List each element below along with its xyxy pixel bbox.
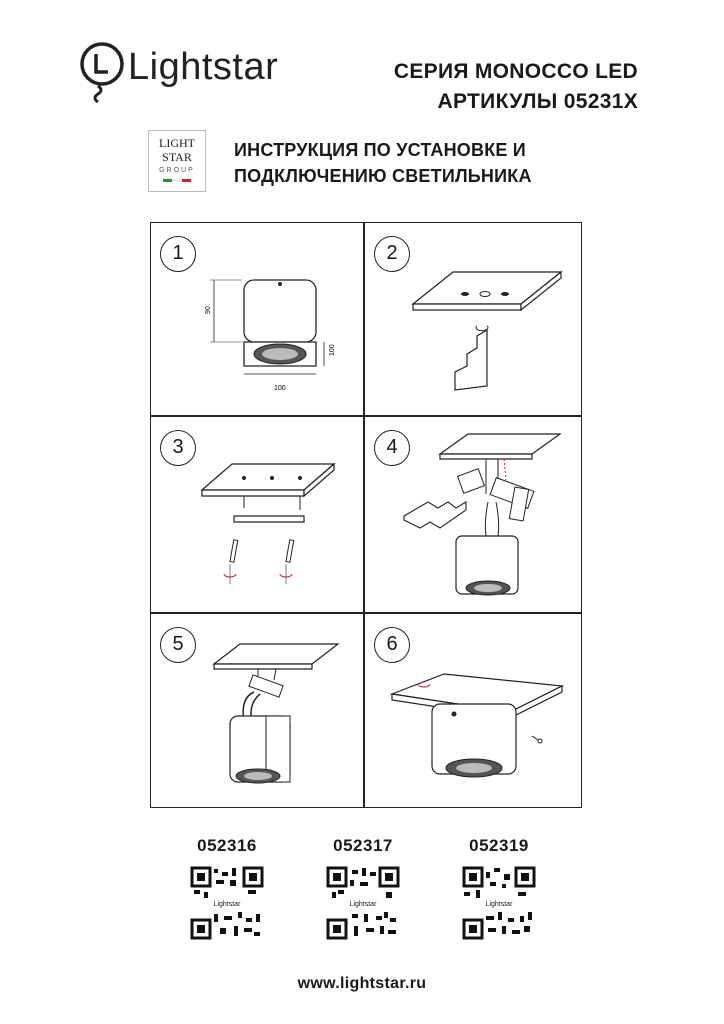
qr-caption: Lightstar (485, 901, 513, 908)
step4-wiring-drawing (400, 432, 578, 604)
step-number: 3 (160, 430, 196, 466)
grid-divider (363, 222, 365, 808)
series-title: СЕРИЯ MONOCCO LED (393, 60, 638, 83)
group-logo-line2: STAR (162, 150, 192, 164)
step-number: 2 (374, 236, 410, 272)
qr-code-icon[interactable] (326, 866, 400, 940)
dim-depth-label: 100 (329, 344, 336, 356)
step6-final-assembly-drawing (388, 672, 578, 800)
step-number: 5 (160, 627, 196, 663)
group-logo-line3: GROUP (159, 167, 195, 174)
article-code: 052316 (197, 836, 257, 855)
step-number: 6 (374, 627, 410, 663)
qr-code-icon[interactable] (462, 866, 536, 940)
qr-caption: Lightstar (213, 901, 241, 908)
instruction-line2: ПОДКЛЮЧЕНИЮ СВЕТИЛЬНИКА (234, 166, 532, 186)
articles-title: АРТИКУЛЫ 05231X (437, 90, 638, 113)
grid-divider (150, 415, 582, 417)
group-logo-line1: LIGHT (159, 136, 195, 150)
qr-caption: Lightstar (349, 901, 377, 908)
lightstar-group-logo (148, 130, 206, 192)
step-number: 4 (374, 430, 410, 466)
step2-mounting-plate-drawing (405, 268, 575, 408)
website-link[interactable]: www.lightstar.ru (297, 975, 427, 992)
dim-width-label: 100 (274, 385, 286, 392)
article-code: 052319 (469, 836, 529, 855)
step-number: 1 (160, 236, 196, 272)
article-code: 052317 (333, 836, 393, 855)
step1-dimensions-drawing (196, 270, 346, 400)
qr-code-icon[interactable] (190, 866, 264, 940)
brand-name: Lightstar (128, 46, 279, 88)
step5-luminaire-drawing (210, 636, 356, 804)
grid-divider (150, 612, 582, 614)
instruction-title (234, 137, 532, 189)
italian-flag-icon (163, 179, 191, 182)
instruction-line1: ИНСТРУКЦИЯ ПО УСТАНОВКЕ И (234, 140, 526, 160)
step3-bracket-drawing (196, 460, 346, 600)
dim-height-label: 90 (205, 306, 212, 314)
